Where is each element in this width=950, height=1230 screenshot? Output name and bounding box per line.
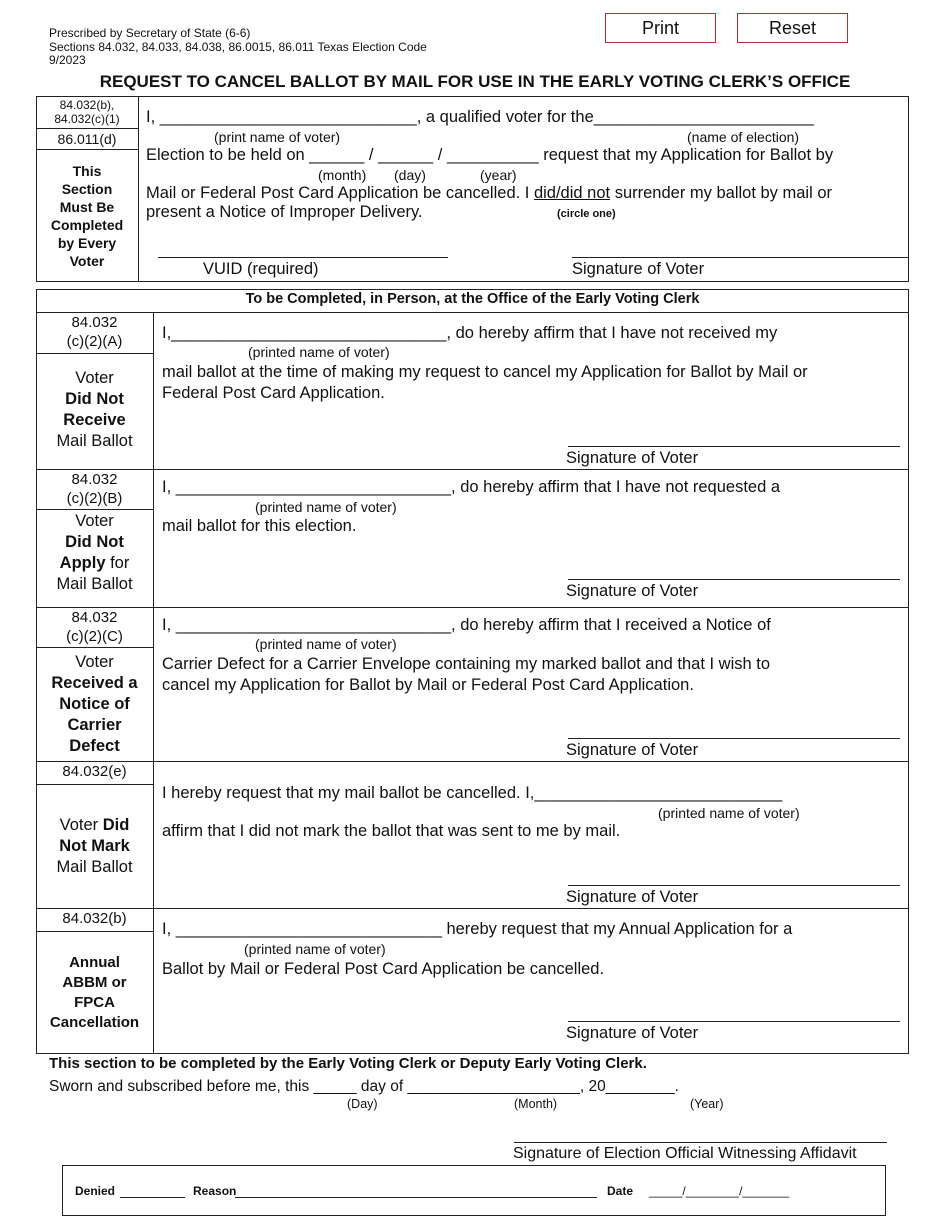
row-c-line1: I, ______________________________, do hereby affirm that I received a Notice of bbox=[162, 616, 771, 634]
row-a-signature-line[interactable] bbox=[568, 446, 900, 447]
caption-month-clerk: (Month) bbox=[514, 1097, 558, 1111]
caption-day: (day) bbox=[394, 167, 426, 183]
row-d-caption: (printed name of voter) bbox=[658, 805, 800, 821]
row-d-signature-line[interactable] bbox=[568, 885, 900, 886]
section1-line3: Mail or Federal Post Card Application be cancelled. I did/did not surrender my ballot by mail or bbox=[146, 184, 833, 202]
page-title: REQUEST TO CANCEL BALLOT BY MAIL FOR USE IN THE EARLY VOTING CLERK’S OFFICE bbox=[99, 72, 851, 91]
row-c-code: 84.032 (c)(2)(C) bbox=[66, 609, 123, 645]
section1-line4: present a Notice of Improper Delivery. bbox=[146, 203, 423, 221]
election-name-field[interactable]: ________________________ bbox=[593, 108, 814, 126]
row-b-label: Voter Did Not Apply for Mail Ballot bbox=[56, 512, 133, 593]
row-c-signature-label: Signature of Voter bbox=[566, 741, 699, 759]
row-b-caption: (printed name of voter) bbox=[255, 499, 397, 515]
section1-line2: Election to be held on ______ / ______ / __________ request that my Application for Ballot by bbox=[146, 146, 834, 164]
reason-label: Reason bbox=[193, 1184, 237, 1198]
row-a-label: Voter Did Not Receive Mail Ballot bbox=[56, 369, 133, 450]
row-b-code: 84.032 (c)(2)(B) bbox=[66, 471, 123, 507]
form-header bbox=[49, 27, 427, 68]
row-e-line1: I, _____________________________ hereby request that my Annual Application for a bbox=[162, 920, 793, 938]
section1-label: This Section Must Be Completed by Every Voter bbox=[50, 163, 124, 269]
section1-line1: I, ____________________________, a qualified voter for the________________________ bbox=[146, 108, 814, 126]
section1-signature-label: Signature of Voter bbox=[572, 260, 705, 278]
did-did-not-choice[interactable]: did/did not bbox=[533, 184, 611, 202]
denied-label: Denied bbox=[75, 1184, 116, 1198]
header-sections: Sections 84.032, 84.033, 84.038, 86.0015, 86.011 Texas Election Code bbox=[49, 39, 427, 54]
section1-signature-line[interactable] bbox=[572, 257, 908, 258]
caption-year-clerk: (Year) bbox=[690, 1097, 724, 1111]
section2-heading: To be Completed, in Person, at the Office of the Early Voting Clerk bbox=[245, 291, 700, 307]
clerk-heading: This section to be completed by the Early Voting Clerk or Deputy Early Voting Clerk. bbox=[49, 1055, 647, 1072]
row-e-code: 84.032(b) bbox=[62, 910, 127, 927]
row-e-signature-line[interactable] bbox=[568, 1021, 900, 1022]
reason-field[interactable] bbox=[235, 1197, 597, 1198]
section1-code3: 86.011(d) bbox=[57, 131, 117, 147]
row-b-line1: I, ______________________________, do hereby affirm that I have not requested a bbox=[162, 478, 781, 496]
vuid-label: VUID (required) bbox=[203, 260, 319, 278]
row-b-line2: mail ballot for this election. bbox=[162, 517, 357, 535]
row-a-line3: Federal Post Card Application. bbox=[162, 384, 385, 402]
row-c-label: Voter Received a Notice of Carrier Defect bbox=[51, 653, 138, 755]
row-a-line2: mail ballot at the time of making my request to cancel my Application for Ballot by Mail or bbox=[162, 363, 808, 381]
sworn-line: Sworn and subscribed before me, this _____ day of ____________________, 20________. bbox=[49, 1078, 679, 1095]
row-d-line2: affirm that I did not mark the ballot that was sent to me by mail. bbox=[162, 822, 621, 840]
date-label: Date bbox=[607, 1184, 634, 1198]
row-c-line2: Carrier Defect for a Carrier Envelope containing my marked ballot and that I wish to bbox=[162, 655, 771, 673]
section1-codes: 84.032(b), 84.032(c)(1) bbox=[54, 98, 120, 126]
row-c-caption: (printed name of voter) bbox=[255, 636, 397, 652]
row-d-signature-label: Signature of Voter bbox=[566, 888, 699, 906]
date-field[interactable]: _____/________/_______ bbox=[649, 1184, 790, 1198]
row-d-label: Voter Did Not Mark Mail Ballot bbox=[56, 816, 133, 876]
caption-day-clerk: (Day) bbox=[347, 1097, 378, 1111]
row-d-code: 84.032(e) bbox=[62, 763, 127, 780]
official-signature-line[interactable] bbox=[514, 1142, 887, 1143]
caption-year: (year) bbox=[480, 167, 517, 183]
header-prescribed: Prescribed by Secretary of State (6-6) bbox=[49, 26, 251, 40]
caption-month: (month) bbox=[318, 167, 367, 183]
caption-election-name: (name of election) bbox=[687, 129, 800, 145]
print-button[interactable]: Print bbox=[605, 13, 716, 43]
header-date: 9/2023 bbox=[49, 53, 86, 67]
row-a-code: 84.032 (c)(2)(A) bbox=[66, 314, 123, 350]
reset-button[interactable]: Reset bbox=[737, 13, 848, 43]
voter-name-field[interactable]: ____________________________ bbox=[159, 108, 417, 126]
row-e-line2: Ballot by Mail or Federal Post Card Application be cancelled. bbox=[162, 960, 605, 978]
row-c-signature-line[interactable] bbox=[568, 738, 900, 739]
vuid-line[interactable] bbox=[158, 257, 448, 258]
denied-field[interactable] bbox=[120, 1197, 185, 1198]
row-b-signature-line[interactable] bbox=[568, 579, 900, 580]
caption-circle-one: (circle one) bbox=[557, 208, 616, 220]
row-a-caption: (printed name of voter) bbox=[248, 344, 390, 360]
official-signature-label: Signature of Election Official Witnessing Affidavit bbox=[513, 1145, 857, 1162]
row-c-line3: cancel my Application for Ballot by Mail or Federal Post Card Application. bbox=[162, 676, 694, 694]
row-a-signature-label: Signature of Voter bbox=[566, 449, 699, 467]
row-e-label: Annual ABBM or FPCA Cancellation bbox=[49, 954, 140, 1031]
row-b-signature-label: Signature of Voter bbox=[566, 582, 699, 600]
row-d-line1: I hereby request that my mail ballot be cancelled. I,___________________________ bbox=[162, 784, 783, 802]
row-a-line1: I,______________________________, do hereby affirm that I have not received my bbox=[162, 324, 778, 342]
caption-print-name: (print name of voter) bbox=[214, 129, 341, 145]
row-e-caption: (printed name of voter) bbox=[244, 941, 386, 957]
row-e-signature-label: Signature of Voter bbox=[566, 1024, 699, 1042]
